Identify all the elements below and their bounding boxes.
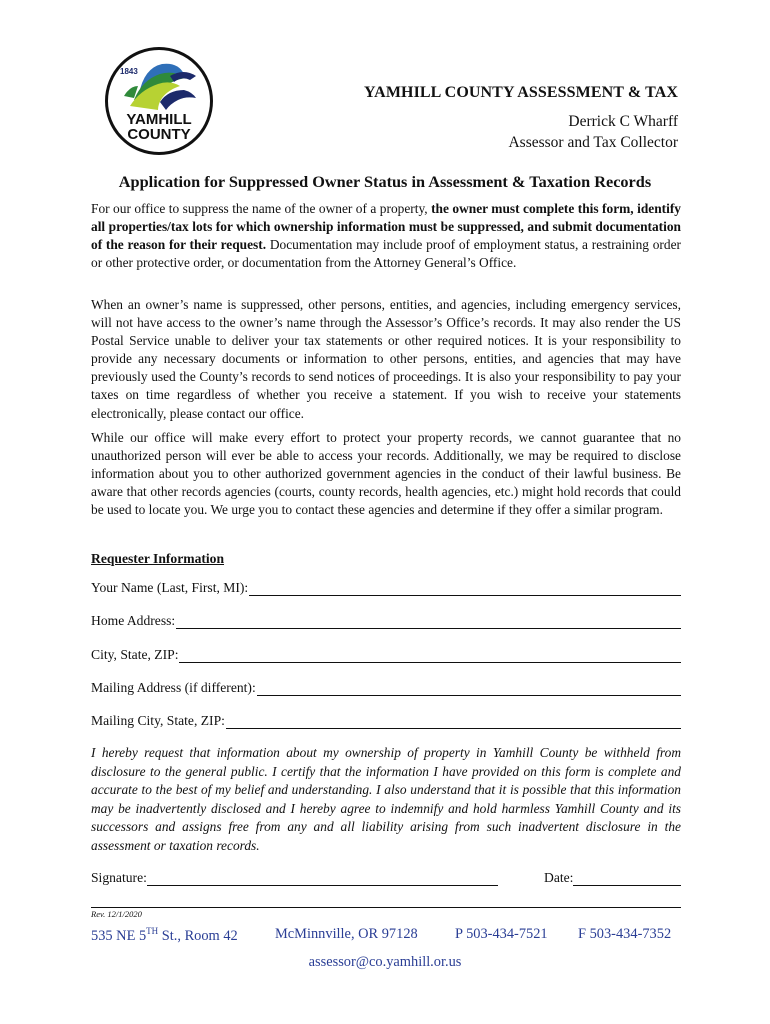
revision-date: Rev. 12/1/2020: [91, 909, 142, 919]
county-logo: [104, 46, 214, 156]
office-title: YAMHILL COUNTY ASSESSMENT & TAX: [364, 84, 678, 101]
footer-phone: P 503-434-7521: [455, 926, 548, 942]
declaration-text: I hereby request that information about my ownership of property in Yamhill County be withheld from disclosure to the general public. I certify that the information I have provided on this form is complete and accurate to the best of my belief and understanding. I also understand that it is possible that this information may be inadvertently disclosed and I hereby agree to indemnify and hold harmless Yamhill County and its successors and assigns free from any and all liability arising from such inadvertent disclosure in the assessment or taxation records.: [91, 745, 681, 853]
privacy-disclaimer-paragraph: While our office will make every effort to protect your property records, we cannot guarantee that no unauthorized person will ever be able to access your records. Additionally, we may be required to disclose information about you to other authorized government agencies in the conduct of their lawful business. Be aware that other records agencies (courts, county records, health agencies, etc.) might hold records that could be used to locate you. We urge you to contact these agencies and determine if they offer a similar program.: [91, 430, 681, 518]
city-state-zip-label: City, State, ZIP:: [91, 647, 179, 662]
intro-text: For our office to suppress the name of the owner of a property,: [91, 201, 432, 216]
home-address-input-line[interactable]: [176, 613, 681, 629]
intro-bold-text: the owner must complete this form, identify all properties/tax lots for which ownership information must be suppressed, and submit documentation of the reason for their request.: [91, 201, 681, 253]
mailing-city-input-line[interactable]: [226, 713, 681, 729]
city-state-zip-field[interactable]: [91, 643, 681, 663]
signature-input-line[interactable]: [147, 870, 498, 886]
signature-field[interactable]: [91, 866, 498, 886]
suppression-effects-paragraph: When an owner’s name is suppressed, other persons, entities, and agencies, including emergency services, will not have access to the owner’s name through the Assessor’s Office’s records. It may also render the US Postal Service unable to deliver your tax statements or other required notices. It is your responsibility to provide any necessary documents or information to other persons, entities, and agencies that may have previously used the County’s records to send notices of proceedings. It is also your responsibility to pay your taxes on time regardless of whether you receive a statement. If you wish to receive your statements electronically, please contact our office.: [91, 297, 681, 421]
city-state-zip-input-line[interactable]: [179, 647, 681, 663]
signature-label: Signature:: [91, 870, 147, 885]
footer-address-street: St., Room 42: [158, 927, 238, 944]
home-address-label: Home Address:: [91, 613, 176, 628]
name-label: Your Name (Last, First, MI):: [91, 580, 249, 595]
home-address-field[interactable]: [91, 609, 681, 629]
logo-text-line1: YAMHILL: [126, 111, 192, 128]
intro-rest-text: Documentation may include proof of employment status, a restraining order or other protective order, or documentation from the Attorney General’s Office.: [91, 237, 681, 271]
mailing-address-label: Mailing Address (if different):: [91, 680, 256, 695]
mailing-address-input-line[interactable]: [257, 680, 681, 696]
mailing-city-field[interactable]: [91, 709, 681, 729]
date-label: Date:: [544, 870, 574, 885]
footer-address-number: 535 NE 5: [91, 927, 147, 944]
date-input-line[interactable]: [573, 870, 681, 886]
footer-email[interactable]: assessor@co.yamhill.or.us: [308, 954, 462, 970]
footer-city: McMinnville, OR 97128: [275, 926, 418, 942]
requester-heading: Requester Information: [91, 551, 225, 566]
intro-paragraph: [91, 200, 681, 272]
form-title: Application for Suppressed Owner Status in Assessment & Taxation Records: [118, 172, 652, 191]
footer-fax: F 503-434-7352: [578, 926, 672, 942]
mailing-address-field[interactable]: [91, 676, 681, 696]
name-input-line[interactable]: [249, 580, 681, 596]
mailing-city-label: Mailing City, State, ZIP:: [91, 713, 225, 728]
footer-address-suffix: TH: [146, 926, 159, 936]
assessor-name: Derrick C Wharff: [568, 113, 678, 130]
logo-text-line2: COUNTY: [127, 126, 191, 143]
footer-address: [91, 926, 238, 945]
footer-divider: [91, 907, 681, 908]
name-field[interactable]: [91, 576, 681, 596]
date-field[interactable]: [544, 866, 681, 886]
assessor-role: Assessor and Tax Collector: [508, 134, 678, 151]
logo-year: 1843: [120, 67, 138, 76]
